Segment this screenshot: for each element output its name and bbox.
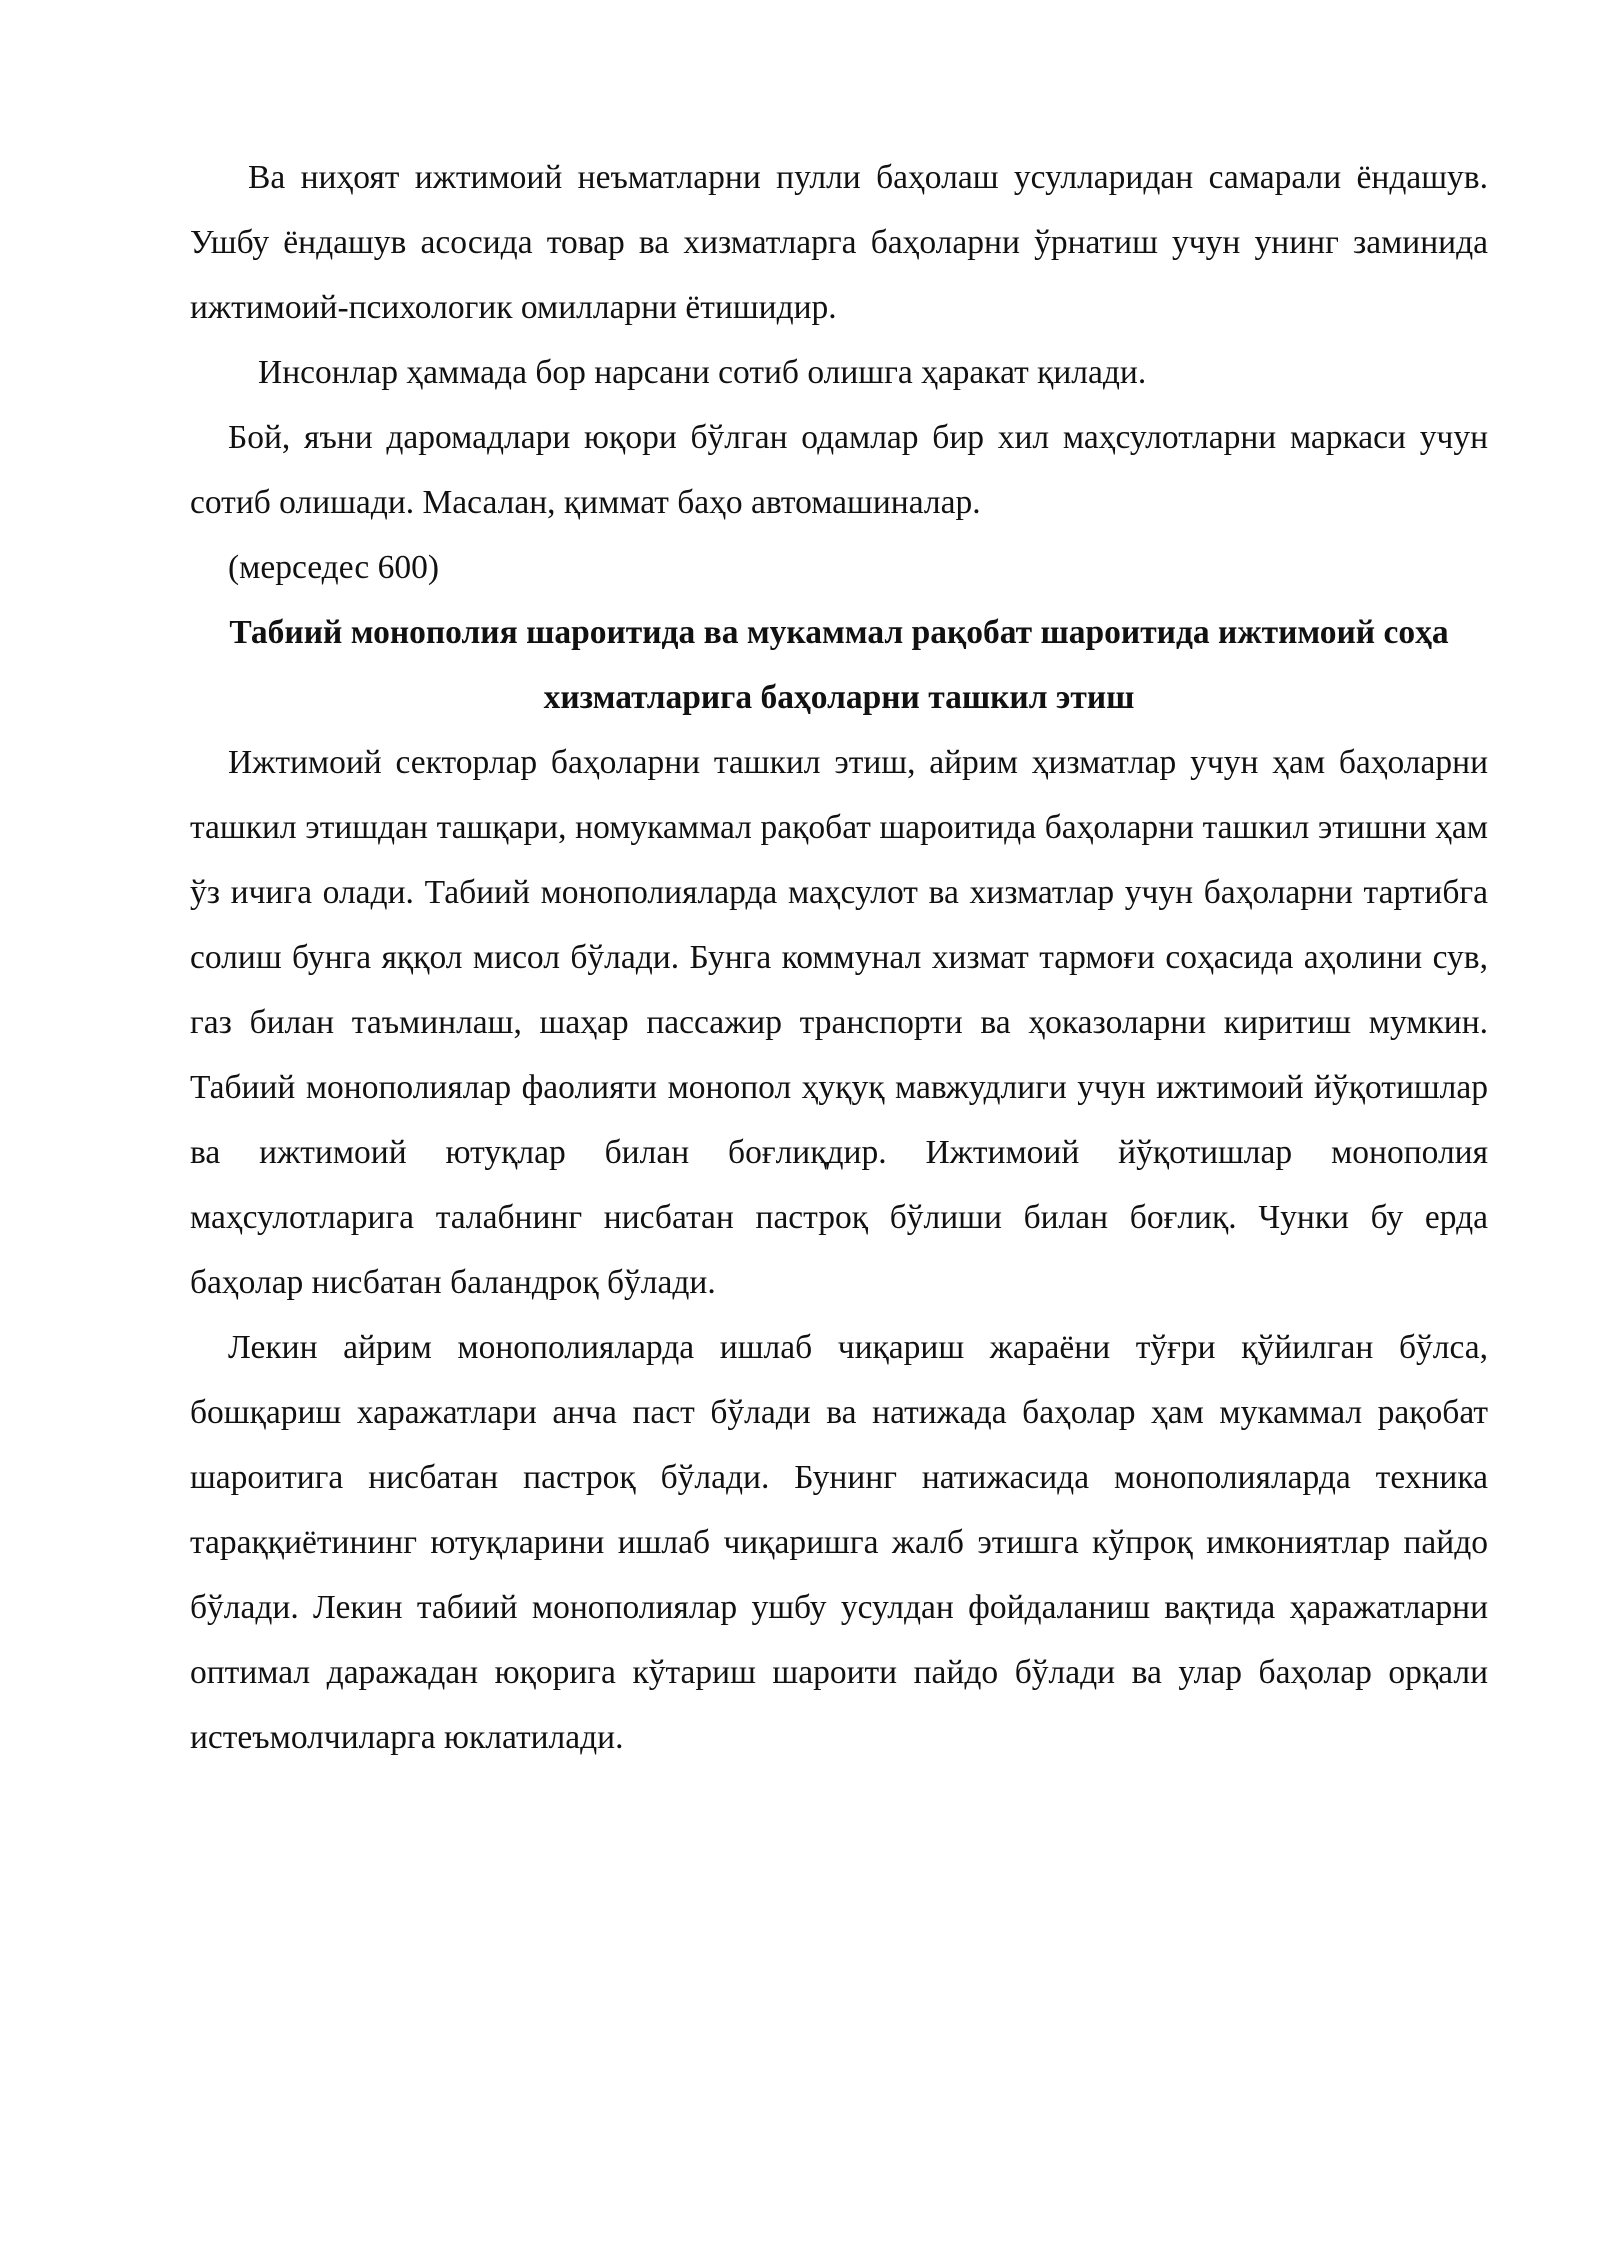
body-paragraph-2: Лекин айрим монополияларда ишлаб чиқариш жараёни тўғри қўйилган бўлса, бошқариш харажатлари анча паст бўлади ва натижада баҳолар ҳам мукаммал рақобат шароитига нисбатан пастроқ бўлади. Бунинг натижасида монополияларда техника тараққиётининг ютуқларини ишлаб чиқаришга жалб этишга кўпроқ имкониятлар пайдо бўлади. Лекин табиий монополиялар ушбу усулдан фойдаланиш вақтида ҳаражатларни оптимал даражадан юқорига кўтариш шароити пайдо бўлади ва улар баҳолар орқали истеъмолчиларга юклатилади.: [190, 1329, 1488, 1756]
paragraph-3: Бой, яъни даромадлари юқори бўлган одамлар бир хил маҳсулотларни маркаси учун сотиб олишади. Масалан, қиммат баҳо автомашиналар.: [190, 419, 1488, 521]
document-page: [190, 145, 1488, 1770]
paragraph-1: Ва ниҳоят ижтимоий неъматларни пулли баҳолаш усулларидан самарали ёндашув. Ушбу ёндашув асосида товар ва хизматларга баҳоларни ўрнатиш учун унинг заминида ижтимоий-психологик омилларни ётишидир.: [190, 159, 1488, 326]
paragraph-2: Инсонлар ҳаммада бор нарсани сотиб олишга ҳаракат қилади.: [258, 354, 1147, 391]
section-heading: Табиий монополия шароитида ва мукаммал рақобат шароитида ижтимоий соҳа хизматларига баҳоларни ташкил этиш: [229, 614, 1449, 716]
body-paragraph-1: Ижтимоий секторлар баҳоларни ташкил этиш, айрим ҳизматлар учун ҳам баҳоларни ташкил этишдан ташқари, номукаммал рақобат шароитида баҳоларни ташкил этишни ҳам ўз ичига олади. Табиий монополияларда маҳсулот ва хизматлар учун баҳоларни тартибга солиш бунга яққол мисол бўлади. Бунга коммунал хизмат тармоғи соҳасида аҳолини сув, газ билан таъминлаш, шаҳар пассажир транспорти ва ҳоказоларни киритиш мумкин. Табиий монополиялар фаолияти монопол ҳуқуқ мавжудлиги учун ижтимоий йўқотишлар ва ижтимоий ютуқлар билан боғлиқдир. Ижтимоий йўқотишлар монополия маҳсулотларига талабнинг нисбатан пастроқ бўлиши билан боғлиқ. Чунки бу ерда баҳолар нисбатан баландроқ бўлади.: [190, 744, 1488, 1301]
paragraph-4: (мерседес 600): [228, 549, 440, 586]
